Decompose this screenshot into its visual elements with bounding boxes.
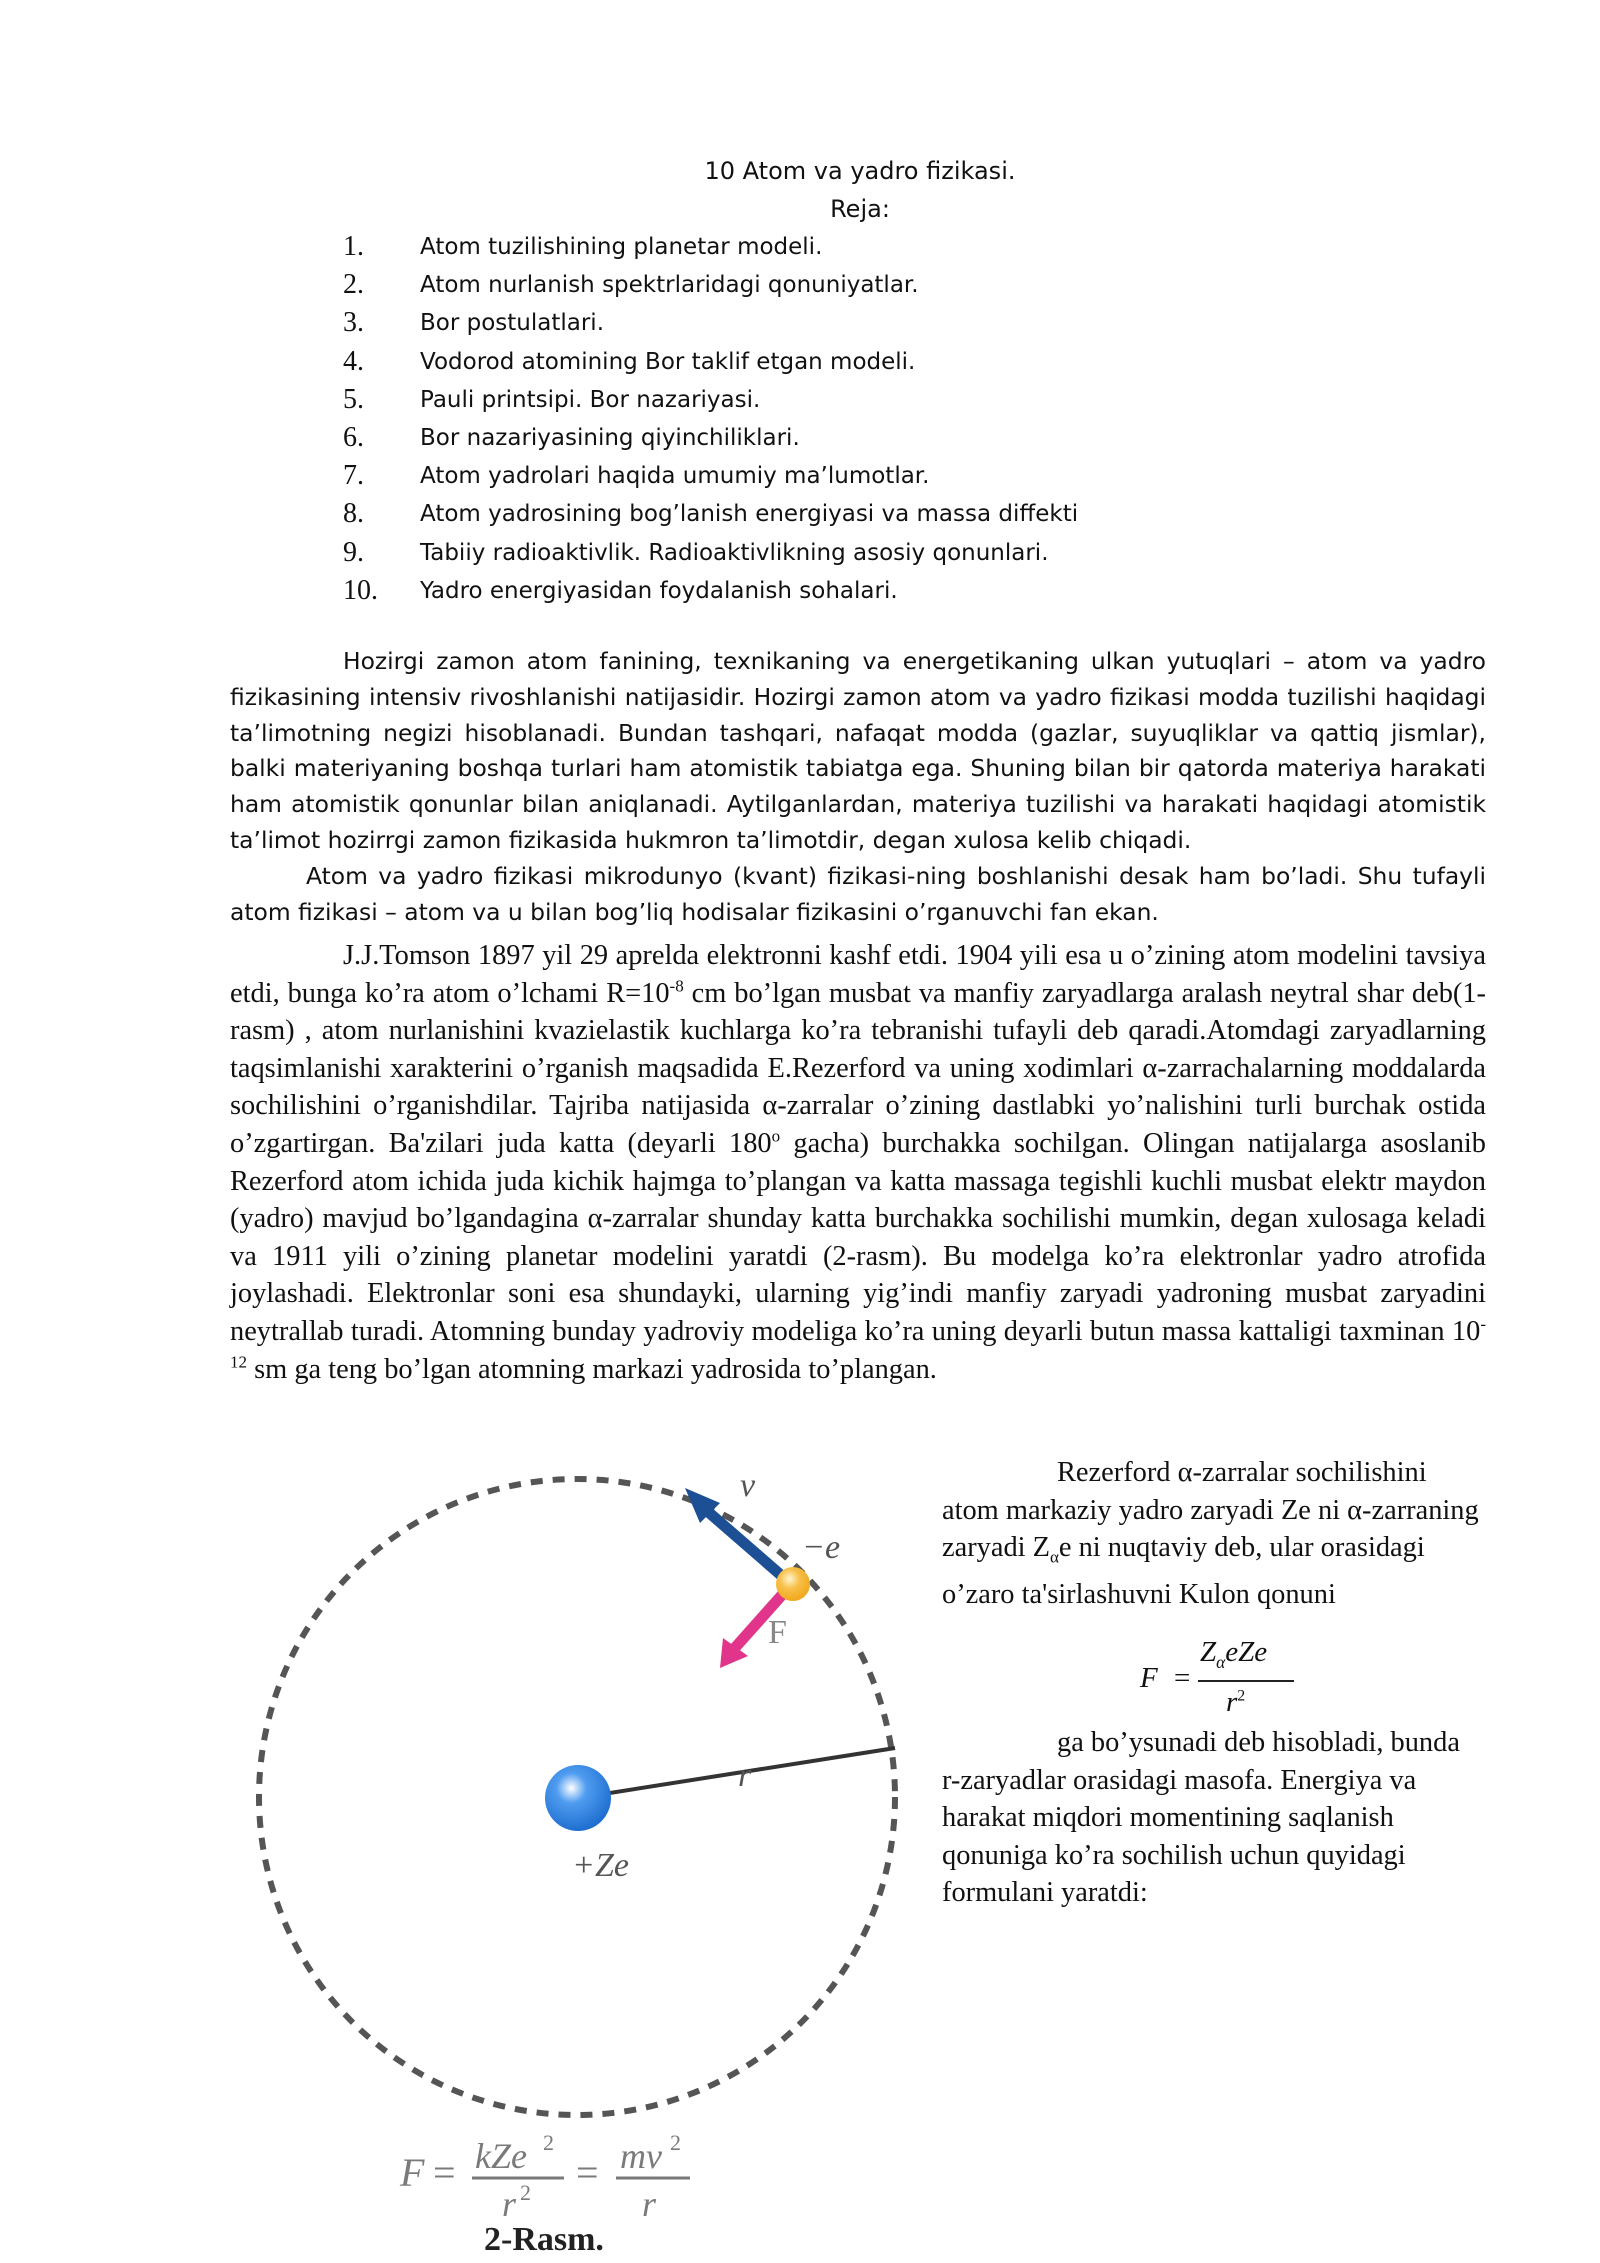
superscript: o	[771, 1126, 781, 1146]
label-v: v	[740, 1468, 756, 1504]
page-title: 10 Atom va yadro fizikasi.	[704, 157, 1016, 185]
eq-numerator-1-exp: 2	[543, 2130, 554, 2155]
eq-numerator-2-exp: 2	[670, 2130, 681, 2155]
text-run: sm ga teng bo’lgan atomning markazi yadrosida to’plangan.	[247, 1353, 937, 1385]
list-number: 6.	[343, 422, 364, 454]
nucleus	[545, 1765, 611, 1831]
eq-denominator-1: r	[502, 2184, 517, 2224]
list-number: 8.	[343, 498, 364, 530]
side-paragraph: ga bo’ysunadi deb hisobladi, bunda r-zaryadlar orasidagi masofa. Energiya va harakat miqdori momentining saqlanish qonuniga ko’ra sochilish uchun quyidagi formulani yaratdi:	[942, 1727, 1460, 1909]
text-run: Rezerford α-zarralar sochilishini atom markaziy yadro zaryadi Ze ni α-zarraning zaryadi Z	[942, 1457, 1479, 1564]
list-text: Bor postulatlari.	[420, 310, 605, 337]
paragraph-tomson-rutherford	[230, 937, 1486, 1388]
label-nucleus-charge: +Ze	[572, 1847, 629, 1884]
formula-denominator	[1226, 1686, 1245, 1719]
list-item	[343, 457, 1078, 495]
superscript: -8	[669, 976, 684, 996]
list-number: 10.	[343, 574, 378, 606]
eq-equals: =	[576, 2150, 599, 2195]
text-run: eZe	[1225, 1636, 1268, 1668]
formula-lhs: F	[1140, 1662, 1158, 1694]
list-text: Atom yadrosining bog’lanish energiyasi va massa diffekti	[420, 501, 1079, 528]
list-item	[343, 266, 1078, 304]
plan-heading: Reja:	[830, 195, 890, 223]
list-item	[343, 304, 1078, 342]
side-text-bottom	[942, 1724, 1480, 1912]
velocity-arrow	[698, 1503, 790, 1583]
list-text: Tabiiy radioaktivlik. Radioaktivlikning asosiy qonunlari.	[420, 539, 1049, 566]
list-text: Bor nazariyasining qiyinchiliklari.	[420, 425, 800, 452]
list-text: Atom nurlanish spektrlaridagi qonuniyatlar.	[420, 272, 919, 299]
list-number: 7.	[343, 460, 364, 492]
text-run: J.J.Tomson 1897 yil 29 aprelda elektronni kashf etdi. 1904 yili esa u o’zining atom modelini tavsiya etdi, bunga ko’ra atom o’lchami R=10	[230, 940, 1486, 1009]
superscript: 2	[1237, 1687, 1246, 1705]
text-run: cm bo’lgan musbat va manfiy zaryadlarga aralash neytral shar deb(1-rasm) , atom nurlanishini kvazielastik kuchlarga ko’ra tebranishi tufayli deb qaradi.Atomdagi zaryadlarning taqsimlanishi xarakterini o’rganish maqsadida E.Rezerford va uning xodimlari α-zarrachalarning moddalarda sochilishini o’rganishdilar. Tajriba natijasida α-zarralar o’zining dastlabki yo’nalishini turli burchak ostida o’zgartirgan. Ba'zilari juda katta (deyarli 180	[230, 977, 1487, 1159]
list-item	[343, 343, 1078, 381]
text-run: e ni nuqtaviy deb, ular orasidagi o’zaro ta'sirlashuvni Kulon qonuni	[942, 1532, 1425, 1611]
eq-numerator-2: mv	[620, 2136, 662, 2176]
text-run: Z	[1200, 1636, 1217, 1668]
text-run: gacha) burchakka sochilgan. Olingan natijalarga asoslanib Rezerford atom ichida juda kichik hajmga to’plangan va katta massaga tegishli kuchli musbat elektr maydon (yadro) mavjud bo’lgandagina α-zarralar shunday katta burchakka sochilishi mumkin, degan xulosaga keladi va 1911 yili o’zining planetar modelini yaratdi (2-rasm). Bu modelga ko’ra elektronlar yadro atrofida joylashadi. Elektronlar soni esa shundayki, ularning yig’indi manfiy zaryadi yadroning musbat zaryadini neytrallab turadi. Atomning bunday yadroviy modeliga ko’ra uning deyarli butun massa kattaligi taxminan 10	[230, 1127, 1486, 1347]
electron	[776, 1567, 810, 1601]
side-paragraph	[942, 1454, 1480, 1614]
list-item	[343, 419, 1078, 457]
rutherford-figure	[230, 1468, 930, 2258]
subscript: α	[1049, 1547, 1059, 1567]
paragraph-micro: Atom va yadro fizikasi mikrodunyo (kvant) fizikasi-ning boshlanishi desak ham bo’ladi. Shu tufayli atom fizikasi – atom va u bilan bog’liq hodisalar fizikasini o’rganuvchi fan ekan.	[230, 862, 1486, 926]
list-number: 4.	[343, 345, 364, 377]
atom-diagram	[230, 1468, 930, 2258]
label-radius: r	[738, 1757, 752, 1794]
list-text: Pauli printsipi. Bor nazariyasi.	[420, 386, 761, 413]
list-number: 9.	[343, 536, 364, 568]
subscript: α	[1216, 1651, 1226, 1672]
list-text: Atom tuzilishining planetar modeli.	[420, 234, 823, 261]
list-number: 5.	[343, 383, 364, 415]
list-item	[343, 495, 1078, 533]
list-item	[343, 228, 1078, 266]
plan-list	[343, 228, 1078, 610]
label-electron-charge: −e	[802, 1529, 841, 1566]
fraction-bar	[1198, 1680, 1294, 1682]
list-text: Atom yadrolari haqida umumiy ma’lumotlar.	[420, 463, 930, 490]
list-text: Vodorod atomining Bor taklif etgan modeli.	[420, 348, 916, 375]
formula-equals: =	[1174, 1662, 1191, 1694]
list-item	[343, 572, 1078, 610]
eq-denominator-1-exp: 2	[520, 2180, 531, 2205]
orbit-force-equation	[399, 2130, 690, 2224]
formula-numerator	[1200, 1636, 1267, 1673]
side-text-top	[942, 1454, 1480, 1614]
label-force: F	[768, 1614, 787, 1651]
eq-denominator-2: r	[642, 2184, 657, 2224]
list-item	[343, 534, 1078, 572]
list-number: 1.	[343, 231, 364, 263]
list-text: Yadro energiyasidan foydalanish sohalari.	[420, 577, 898, 604]
radius-line	[578, 1748, 895, 1798]
list-number: 3.	[343, 307, 364, 339]
eq-lhs: F	[400, 2150, 425, 2195]
paragraph-intro: Hozirgi zamon atom fanining, texnikaning va energetikaning ulkan yutuqlari – atom va yadro fizikasining intensiv rivoshlanishi natijasidir. Hozirgi zamon atom va yadro fizikasi modda tuzilishi haqidagi ta’limotning negizi hisoblanadi. Bundan tashqari, nafaqat modda (gazlar, suyuqliklar va qattiq jismlar), balki materiyaning boshqa turlari ham atomistik tabiatga ega. Shuning bilan bir qatorda materiya harakati ham atomistik qonunlar bilan aniqlanadi. Aytilganlardan, materiya tuzilishi va harakati haqidagi atomistik ta’limot hozirrgi zamon fizikasida hukmron ta’limotdir, degan xulosa kelib chiqadi.	[230, 647, 1486, 854]
list-number: 2.	[343, 269, 364, 301]
text-run: r	[1226, 1686, 1238, 1718]
eq-numerator-1: kZe	[475, 2136, 527, 2176]
figure-caption: 2-Rasm.	[484, 2221, 604, 2258]
superscript: -12	[230, 1314, 1486, 1372]
eq-equals: =	[433, 2150, 456, 2195]
list-item	[343, 381, 1078, 419]
